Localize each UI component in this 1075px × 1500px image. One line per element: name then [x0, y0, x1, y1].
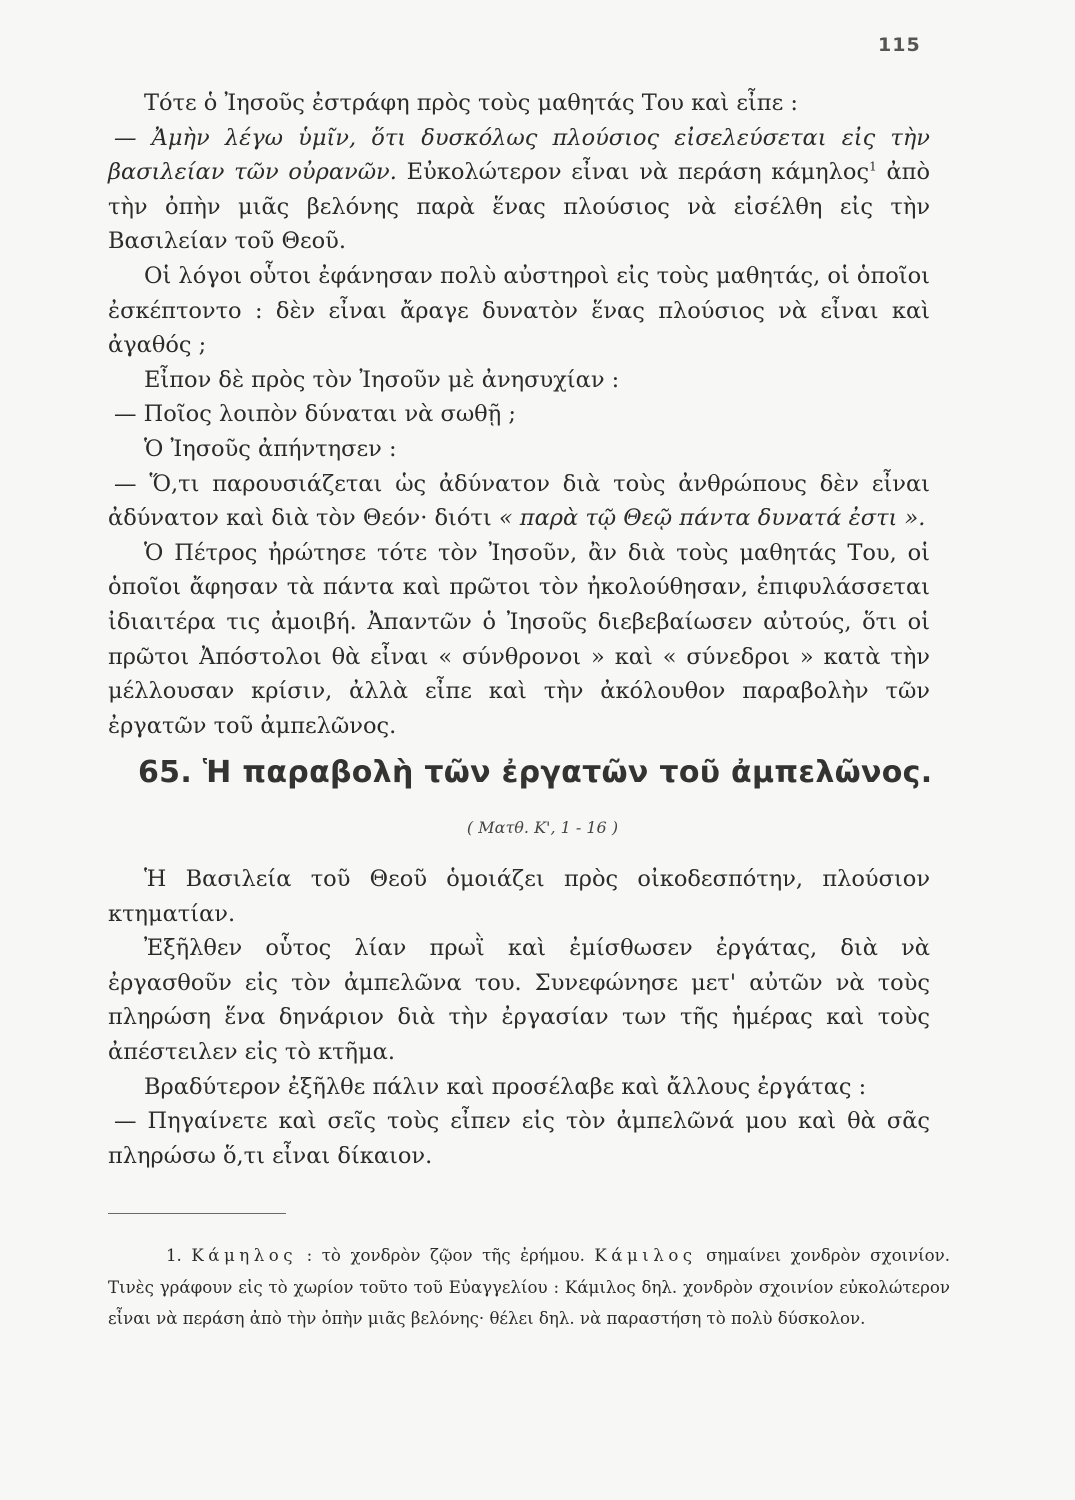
body-text [108, 86, 930, 743]
chapter-text [108, 862, 930, 1173]
text-span: ἀπὸ τὴν ὀπὴν μιᾶς βελόνης παρὰ ἕνας πλούσιος νὰ εἰσέλθη εἰς τὴν Βασιλείαν τοῦ Θεοῦ. [108, 159, 931, 255]
footnote [108, 1240, 950, 1335]
paragraph [108, 121, 930, 259]
paragraph: Ὁ Ἰησοῦς ἀπήντησεν : [144, 435, 397, 462]
italic-quote: — Ἀμὴν λέγω ὑμῖν, ὅτι δυσκόλως πλούσιος εἰσελεύσεται εἰς τὴν βασιλείαν τῶν οὐρανῶν. [108, 124, 930, 186]
paragraph: Εἶπον δὲ πρὸς τὸν Ἰησοῦν μὲ ἀνησυχίαν : [144, 366, 620, 393]
text-span: — Ὅ,τι παρουσιάζεται ὡς ἀδύνατον διὰ τοὺς ἀνθρώπους δὲν εἶναι ἀδύνατον καὶ διὰ τὸν Θεόν· διότι [108, 470, 930, 532]
text-span: Εὐκολώτερον εἶναι νὰ περάση κάμηλος [396, 159, 870, 186]
paragraph: — Ποῖος λοιπὸν δύναται νὰ σωθῇ ; [114, 401, 516, 428]
footnote-marker: 1 [869, 159, 877, 174]
paragraph: Τότε ὁ Ἰησοῦς ἐστράφη πρὸς τοὺς μαθητάς Του καὶ εἶπε : [144, 90, 798, 116]
page-number: 115 [878, 34, 921, 56]
italic-quote: « παρὰ τῷ Θεῷ πάντα δυνατά ἐστι ». [498, 505, 926, 532]
paragraph: Ἡ Βασιλεία τοῦ Θεοῦ ὁμοιάζει πρὸς οἰκοδεσπότην, πλούσιον κτηματίαν. [108, 866, 930, 927]
footnote-term: Κάμιλος [594, 1246, 697, 1265]
footnote-text: σημαίνει χονδρὸν σχοινίον. Τινὲς γράφουν εἰς τὸ χωρίον τοῦτο τοῦ Εὐαγγελίου : Κάμιλος δηλ. χονδρὸν σχοινίον εὐκολώτερον εἶναι νὰ περάση ἀπὸ τὴν ὀπὴν μιᾶς βελόνης· θέλει δηλ. νὰ παραστήση τὸ πολὺ δύσκολον. [108, 1246, 951, 1328]
footnote-divider [108, 1213, 286, 1214]
paragraph: Βραδύτερον ἐξῆλθε πάλιν καὶ προσέλαβε καὶ ἄλλους ἐργάτας : [144, 1073, 867, 1100]
paragraph [108, 467, 930, 536]
chapter-reference: ( Ματθ. Κ', 1 - 16 ) [466, 818, 619, 837]
footnotes [108, 1240, 950, 1335]
paragraph: Ὁ Πέτρος ἠρώτησε τότε τὸν Ἰησοῦν, ἂν διὰ τοὺς μαθητάς Του, οἱ ὁποῖοι ἄφησαν τὰ πάντα καὶ πρῶτοι τὸν ἠκολούθησαν, ἐπιφυλάσσεται ἰδιαιτέρα τις ἀμοιβή. Ἀπαντῶν ὁ Ἰησοῦς διεβεβαίωσεν αὐτούς, ὅτι οἱ πρῶτοι Ἀπόστολοι θὰ εἶναι « σύνθρονοι » καὶ « σύνεδροι » κατὰ τὴν μέλλουσαν κρίσιν, ἀλλὰ εἶπε καὶ τὴν ἀκόλουθον παραβολὴν τῶν ἐργατῶν τοῦ ἀμπελῶνος. [108, 539, 930, 739]
paragraph: Οἱ λόγοι οὗτοι ἐφάνησαν πολὺ αὐστηροὶ εἰς τοὺς μαθητάς, οἱ ὁποῖοι ἐσκέπτοντο : δὲν εἶναι ἄραγε δυνατὸν ἕνας πλούσιος νὰ εἶναι καὶ ἀγαθός ; [108, 262, 930, 359]
paragraph: — Πηγαίνετε καὶ σεῖς τοὺς εἶπεν εἰς τὸν ἀμπελῶνά μου καὶ θὰ σᾶς πληρώσω ὅ,τι εἶναι δίκαιον. [108, 1108, 930, 1169]
chapter-heading: 65. Ἡ παραβολὴ τῶν ἐργατῶν τοῦ ἀμπελῶνος. [138, 755, 933, 790]
footnote-number: 1. [166, 1246, 182, 1265]
footnote-text: : τὸ χονδρὸν ζῷον τῆς ἐρήμου. [297, 1246, 595, 1265]
footnote-term: Κάμηλος [191, 1246, 298, 1265]
paragraph: Ἐξῆλθεν οὗτος λίαν πρωῒ καὶ ἐμίσθωσεν ἐργάτας, διὰ νὰ ἐργασθοῦν εἰς τὸν ἀμπελῶνα του. Συνεφώνησε μετ' αὐτῶν νὰ τοὺς πληρώση ἕνα δηνάριον διὰ τὴν ἐργασίαν των τῆς ἡμέρας καὶ τοὺς ἀπέστειλεν εἰς τὸ κτῆμα. [108, 935, 930, 1065]
